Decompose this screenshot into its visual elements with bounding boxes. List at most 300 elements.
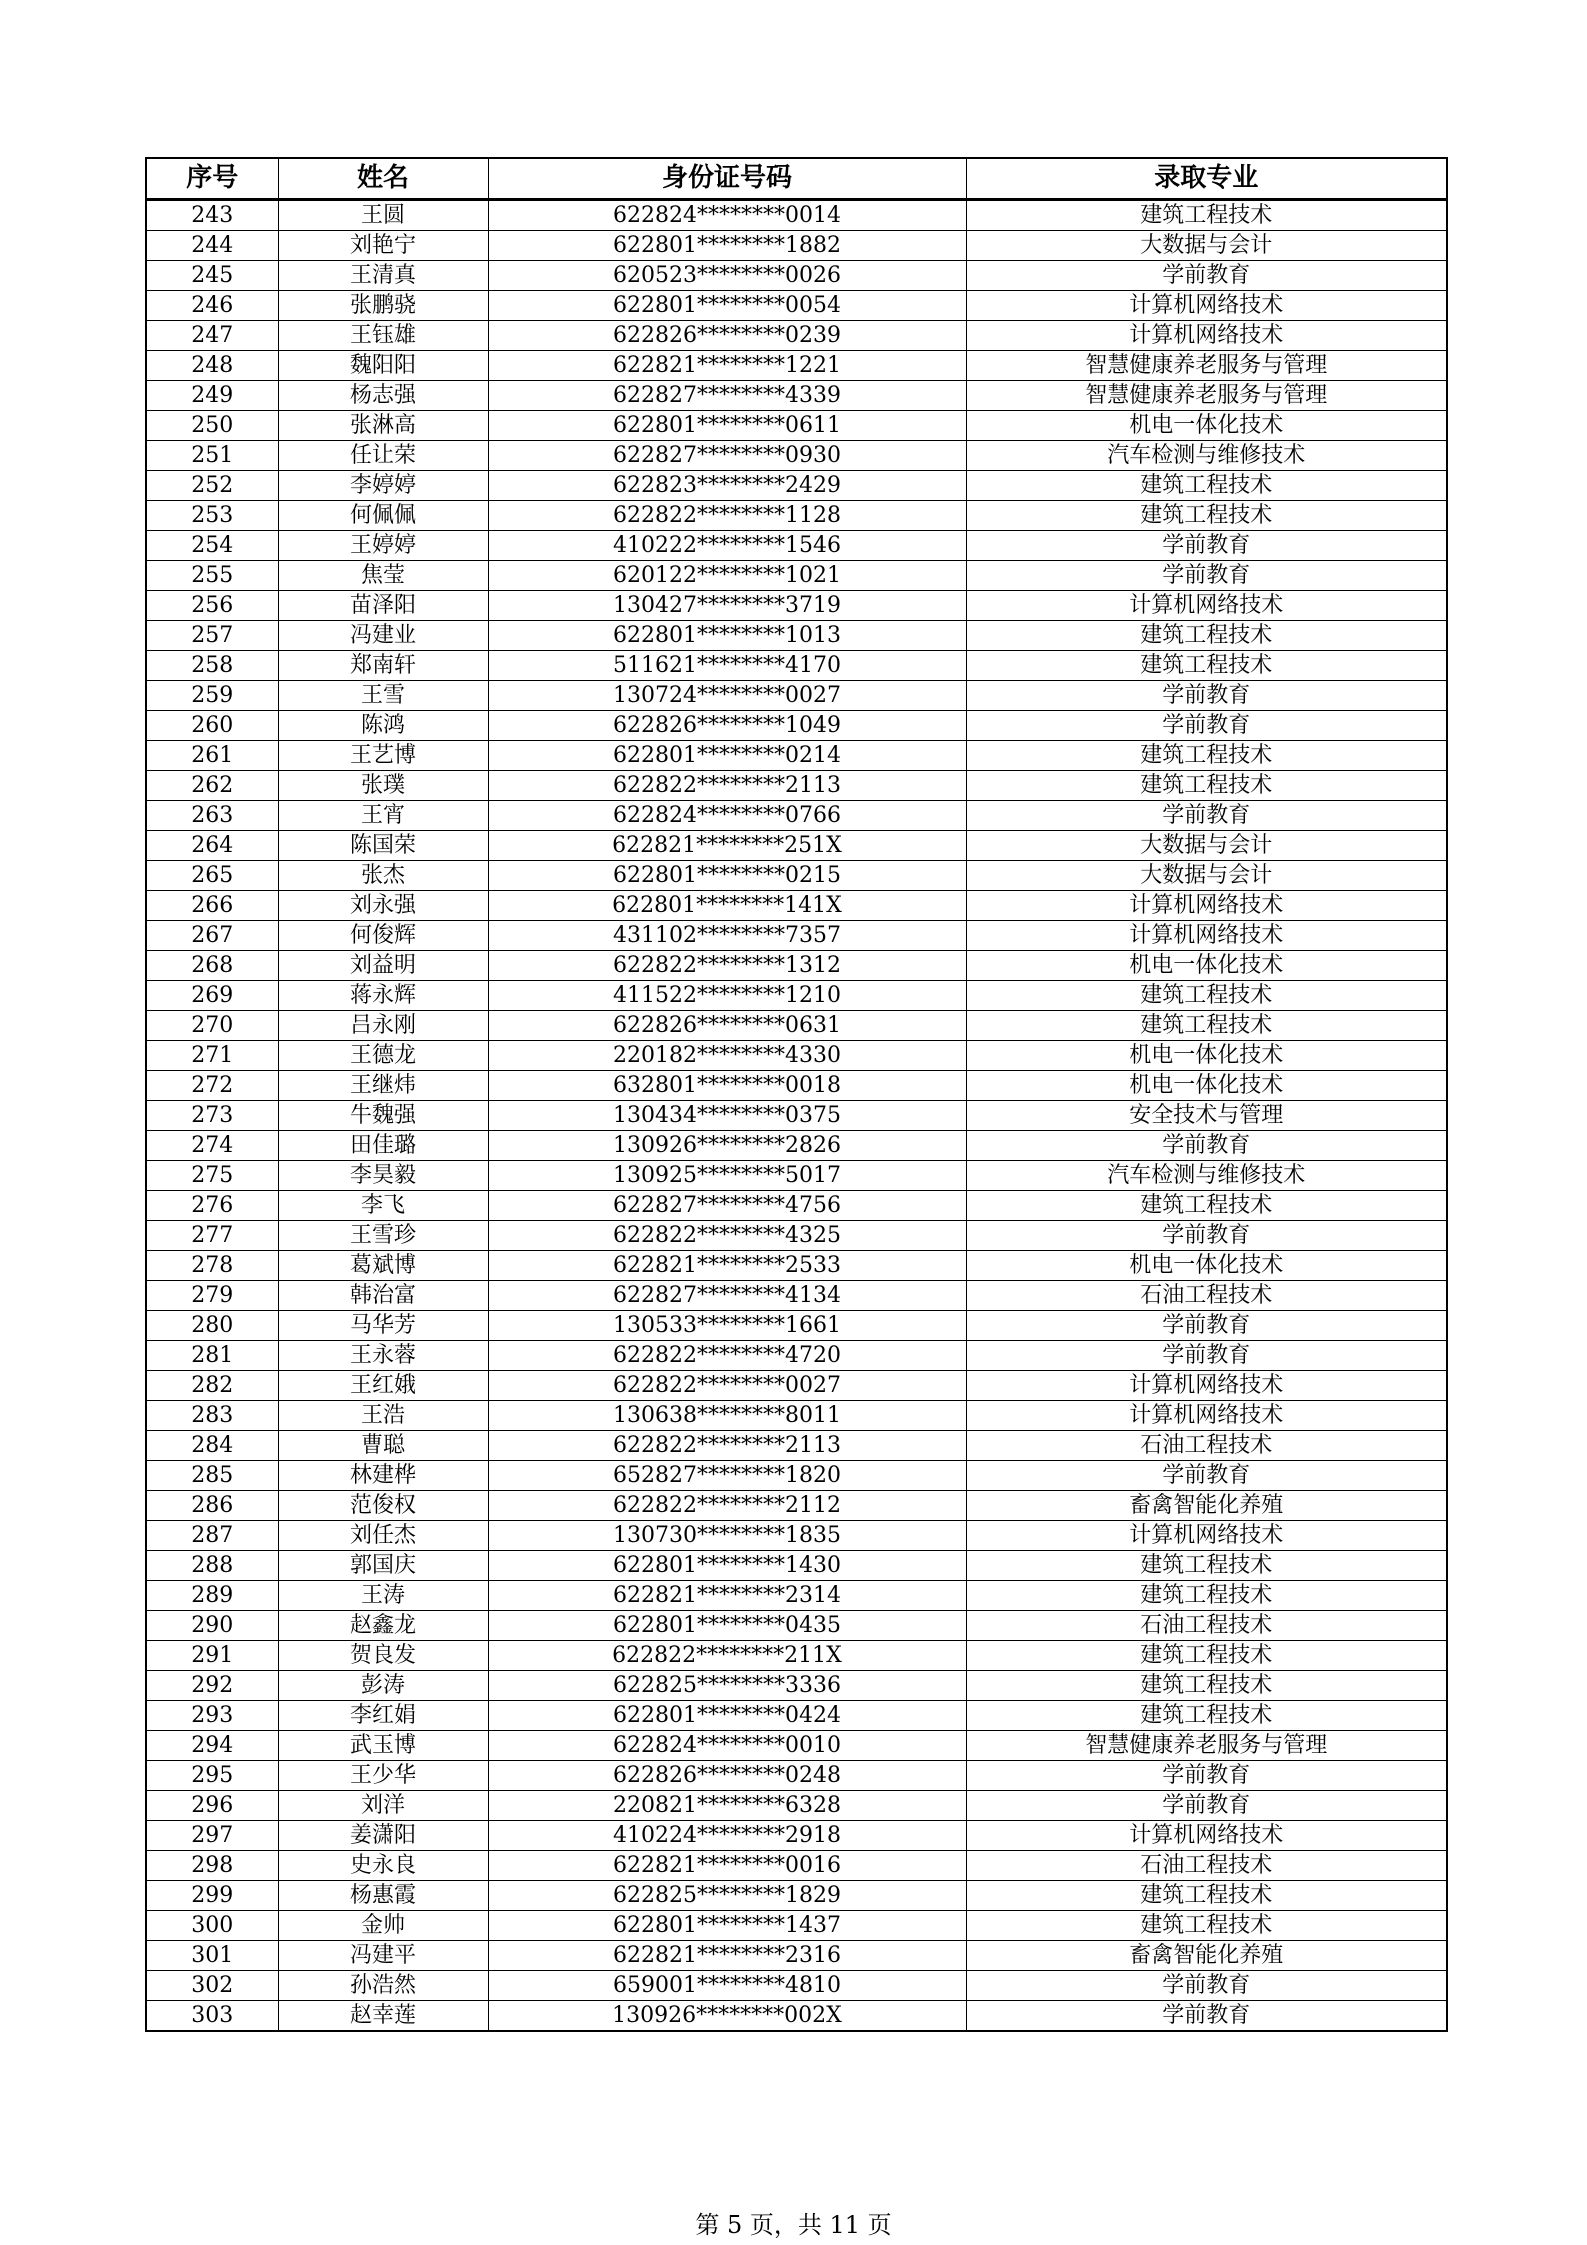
table-row: [146, 1521, 1447, 1551]
cell-major: 学前教育: [966, 681, 1447, 711]
table-row: [146, 261, 1447, 291]
cell-name: 何俊辉: [278, 921, 488, 951]
cell-id-number: 622822********0027: [488, 1371, 966, 1401]
cell-id-number: 410222********1546: [488, 531, 966, 561]
cell-name: 田佳璐: [278, 1131, 488, 1161]
cell-id-number: 220821********6328: [488, 1791, 966, 1821]
cell-name: 苗泽阳: [278, 591, 488, 621]
cell-major: 建筑工程技术: [966, 621, 1447, 651]
cell-major: 石油工程技术: [966, 1431, 1447, 1461]
cell-serial-number: 299: [146, 1881, 278, 1911]
cell-serial-number: 269: [146, 981, 278, 1011]
table-row: [146, 1581, 1447, 1611]
cell-name: 葛斌博: [278, 1251, 488, 1281]
cell-id-number: 622801********1430: [488, 1551, 966, 1581]
cell-major: 学前教育: [966, 561, 1447, 591]
cell-id-number: 622801********1437: [488, 1911, 966, 1941]
cell-serial-number: 281: [146, 1341, 278, 1371]
cell-serial-number: 243: [146, 200, 278, 231]
cell-id-number: 622827********4756: [488, 1191, 966, 1221]
cell-major: 建筑工程技术: [966, 1011, 1447, 1041]
cell-id-number: 620122********1021: [488, 561, 966, 591]
cell-major: 机电一体化技术: [966, 1071, 1447, 1101]
cell-major: 建筑工程技术: [966, 501, 1447, 531]
cell-id-number: 622826********0631: [488, 1011, 966, 1041]
table-row: [146, 711, 1447, 741]
cell-id-number: 411522********1210: [488, 981, 966, 1011]
cell-name: 何佩佩: [278, 501, 488, 531]
cell-name: 王清真: [278, 261, 488, 291]
cell-name: 刘艳宁: [278, 231, 488, 261]
cell-serial-number: 297: [146, 1821, 278, 1851]
cell-serial-number: 280: [146, 1311, 278, 1341]
cell-major: 学前教育: [966, 1791, 1447, 1821]
cell-major: 建筑工程技术: [966, 471, 1447, 501]
table-row: [146, 1671, 1447, 1701]
cell-serial-number: 291: [146, 1641, 278, 1671]
cell-major: 石油工程技术: [966, 1611, 1447, 1641]
cell-id-number: 622822********4325: [488, 1221, 966, 1251]
cell-serial-number: 265: [146, 861, 278, 891]
table-row: [146, 771, 1447, 801]
cell-serial-number: 257: [146, 621, 278, 651]
table-row: [146, 231, 1447, 261]
cell-serial-number: 250: [146, 411, 278, 441]
table-row: [146, 1011, 1447, 1041]
cell-major: 建筑工程技术: [966, 651, 1447, 681]
cell-serial-number: 298: [146, 1851, 278, 1881]
cell-name: 贺良发: [278, 1641, 488, 1671]
cell-name: 曹聪: [278, 1431, 488, 1461]
cell-serial-number: 275: [146, 1161, 278, 1191]
cell-major: 学前教育: [966, 2001, 1447, 2032]
cell-serial-number: 285: [146, 1461, 278, 1491]
cell-id-number: 622826********1049: [488, 711, 966, 741]
cell-name: 蒋永辉: [278, 981, 488, 1011]
cell-id-number: 130724********0027: [488, 681, 966, 711]
table-row: [146, 1341, 1447, 1371]
cell-serial-number: 248: [146, 351, 278, 381]
table-row: [146, 1281, 1447, 1311]
cell-major: 计算机网络技术: [966, 1371, 1447, 1401]
cell-serial-number: 300: [146, 1911, 278, 1941]
cell-serial-number: 255: [146, 561, 278, 591]
cell-serial-number: 258: [146, 651, 278, 681]
cell-serial-number: 282: [146, 1371, 278, 1401]
cell-major: 机电一体化技术: [966, 1041, 1447, 1071]
table-row: [146, 531, 1447, 561]
cell-major: 计算机网络技术: [966, 921, 1447, 951]
cell-major: 汽车检测与维修技术: [966, 441, 1447, 471]
cell-name: 王雪: [278, 681, 488, 711]
cell-major: 建筑工程技术: [966, 981, 1447, 1011]
cell-id-number: 622822********4720: [488, 1341, 966, 1371]
cell-id-number: 622801********1882: [488, 231, 966, 261]
table-row: [146, 621, 1447, 651]
cell-serial-number: 260: [146, 711, 278, 741]
cell-id-number: 130427********3719: [488, 591, 966, 621]
table-row: [146, 1911, 1447, 1941]
cell-major: 学前教育: [966, 1461, 1447, 1491]
cell-id-number: 622801********141X: [488, 891, 966, 921]
cell-major: 机电一体化技术: [966, 951, 1447, 981]
cell-id-number: 622827********4339: [488, 381, 966, 411]
table-row: [146, 2001, 1447, 2032]
cell-name: 任让荣: [278, 441, 488, 471]
cell-major: 学前教育: [966, 711, 1447, 741]
cell-id-number: 130730********1835: [488, 1521, 966, 1551]
table-row: [146, 441, 1447, 471]
cell-serial-number: 293: [146, 1701, 278, 1731]
cell-id-number: 622821********0016: [488, 1851, 966, 1881]
cell-id-number: 622822********1128: [488, 501, 966, 531]
cell-major: 计算机网络技术: [966, 1401, 1447, 1431]
cell-serial-number: 245: [146, 261, 278, 291]
cell-id-number: 622827********4134: [488, 1281, 966, 1311]
cell-name: 王少华: [278, 1761, 488, 1791]
cell-major: 智慧健康养老服务与管理: [966, 1731, 1447, 1761]
cell-name: 李昊毅: [278, 1161, 488, 1191]
cell-serial-number: 276: [146, 1191, 278, 1221]
cell-id-number: 632801********0018: [488, 1071, 966, 1101]
cell-id-number: 622822********2113: [488, 771, 966, 801]
cell-id-number: 130925********5017: [488, 1161, 966, 1191]
cell-major: 学前教育: [966, 1131, 1447, 1161]
cell-id-number: 622822********211X: [488, 1641, 966, 1671]
cell-id-number: 130533********1661: [488, 1311, 966, 1341]
cell-major: 学前教育: [966, 531, 1447, 561]
cell-name: 魏阳阳: [278, 351, 488, 381]
cell-id-number: 622801********0611: [488, 411, 966, 441]
cell-name: 王婷婷: [278, 531, 488, 561]
cell-name: 李红娟: [278, 1701, 488, 1731]
table-row: [146, 1821, 1447, 1851]
cell-id-number: 130434********0375: [488, 1101, 966, 1131]
cell-major: 智慧健康养老服务与管理: [966, 381, 1447, 411]
cell-name: 牛魏强: [278, 1101, 488, 1131]
cell-id-number: 622821********2316: [488, 1941, 966, 1971]
cell-serial-number: 271: [146, 1041, 278, 1071]
cell-name: 孙浩然: [278, 1971, 488, 2001]
cell-major: 学前教育: [966, 261, 1447, 291]
table-row: [146, 1551, 1447, 1581]
cell-id-number: 622822********2112: [488, 1491, 966, 1521]
cell-serial-number: 259: [146, 681, 278, 711]
cell-serial-number: 279: [146, 1281, 278, 1311]
cell-name: 史永良: [278, 1851, 488, 1881]
cell-id-number: 622801********1013: [488, 621, 966, 651]
cell-name: 刘任杰: [278, 1521, 488, 1551]
table-row: [146, 561, 1447, 591]
cell-serial-number: 277: [146, 1221, 278, 1251]
table-row: [146, 1461, 1447, 1491]
cell-major: 大数据与会计: [966, 861, 1447, 891]
cell-name: 冯建业: [278, 621, 488, 651]
cell-id-number: 622827********0930: [488, 441, 966, 471]
cell-major: 大数据与会计: [966, 831, 1447, 861]
table-row: [146, 1731, 1447, 1761]
cell-id-number: 659001********4810: [488, 1971, 966, 2001]
table-row: [146, 471, 1447, 501]
cell-major: 计算机网络技术: [966, 591, 1447, 621]
cell-major: 建筑工程技术: [966, 200, 1447, 231]
cell-major: 学前教育: [966, 1221, 1447, 1251]
cell-name: 张杰: [278, 861, 488, 891]
cell-major: 机电一体化技术: [966, 411, 1447, 441]
cell-serial-number: 288: [146, 1551, 278, 1581]
table-row: [146, 1251, 1447, 1281]
cell-name: 韩治富: [278, 1281, 488, 1311]
cell-name: 王红娥: [278, 1371, 488, 1401]
table-row: [146, 1071, 1447, 1101]
table-row: [146, 1131, 1447, 1161]
cell-serial-number: 266: [146, 891, 278, 921]
table-row: [146, 1851, 1447, 1881]
table-row: [146, 1491, 1447, 1521]
cell-serial-number: 302: [146, 1971, 278, 2001]
cell-major: 安全技术与管理: [966, 1101, 1447, 1131]
cell-name: 范俊权: [278, 1491, 488, 1521]
cell-name: 武玉博: [278, 1731, 488, 1761]
cell-major: 计算机网络技术: [966, 1821, 1447, 1851]
cell-serial-number: 264: [146, 831, 278, 861]
cell-id-number: 622801********0214: [488, 741, 966, 771]
cell-serial-number: 272: [146, 1071, 278, 1101]
table-row: [146, 411, 1447, 441]
cell-name: 杨惠霞: [278, 1881, 488, 1911]
cell-serial-number: 244: [146, 231, 278, 261]
cell-name: 张璞: [278, 771, 488, 801]
cell-serial-number: 278: [146, 1251, 278, 1281]
cell-major: 学前教育: [966, 1341, 1447, 1371]
cell-name: 王德龙: [278, 1041, 488, 1071]
cell-major: 石油工程技术: [966, 1281, 1447, 1311]
cell-major: 计算机网络技术: [966, 891, 1447, 921]
cell-id-number: 652827********1820: [488, 1461, 966, 1491]
cell-name: 马华芳: [278, 1311, 488, 1341]
cell-id-number: 130926********2826: [488, 1131, 966, 1161]
table-row: [146, 1431, 1447, 1461]
cell-name: 王钰雄: [278, 321, 488, 351]
cell-serial-number: 283: [146, 1401, 278, 1431]
table-row: [146, 381, 1447, 411]
table-row: [146, 891, 1447, 921]
cell-id-number: 622824********0766: [488, 801, 966, 831]
cell-major: 学前教育: [966, 1971, 1447, 2001]
cell-serial-number: 262: [146, 771, 278, 801]
cell-name: 王浩: [278, 1401, 488, 1431]
header-id-number: 身份证号码: [488, 158, 966, 200]
cell-id-number: 622822********1312: [488, 951, 966, 981]
table-row: [146, 200, 1447, 231]
cell-id-number: 622822********2113: [488, 1431, 966, 1461]
cell-id-number: 622821********2314: [488, 1581, 966, 1611]
cell-name: 吕永刚: [278, 1011, 488, 1041]
cell-id-number: 622821********251X: [488, 831, 966, 861]
cell-name: 王艺博: [278, 741, 488, 771]
table-row: [146, 741, 1447, 771]
cell-major: 学前教育: [966, 1311, 1447, 1341]
cell-serial-number: 261: [146, 741, 278, 771]
cell-name: 姜潇阳: [278, 1821, 488, 1851]
cell-name: 陈鸿: [278, 711, 488, 741]
cell-major: 学前教育: [966, 801, 1447, 831]
cell-major: 建筑工程技术: [966, 1641, 1447, 1671]
cell-name: 冯建平: [278, 1941, 488, 1971]
cell-id-number: 622801********0424: [488, 1701, 966, 1731]
header-major: 录取专业: [966, 158, 1447, 200]
cell-serial-number: 295: [146, 1761, 278, 1791]
cell-serial-number: 284: [146, 1431, 278, 1461]
table-row: [146, 1971, 1447, 2001]
cell-serial-number: 247: [146, 321, 278, 351]
admission-roster-table: [145, 157, 1448, 2032]
cell-major: 计算机网络技术: [966, 321, 1447, 351]
cell-major: 畜禽智能化养殖: [966, 1941, 1447, 1971]
table-row: [146, 1371, 1447, 1401]
cell-major: 大数据与会计: [966, 231, 1447, 261]
cell-major: 畜禽智能化养殖: [966, 1491, 1447, 1521]
table-row: [146, 1791, 1447, 1821]
cell-serial-number: 294: [146, 1731, 278, 1761]
table-row: [146, 801, 1447, 831]
table-row: [146, 861, 1447, 891]
cell-id-number: 622821********1221: [488, 351, 966, 381]
table-row: [146, 921, 1447, 951]
table-row: [146, 291, 1447, 321]
table-row: [146, 1161, 1447, 1191]
cell-serial-number: 268: [146, 951, 278, 981]
cell-major: 建筑工程技术: [966, 1551, 1447, 1581]
cell-serial-number: 267: [146, 921, 278, 951]
cell-name: 李婷婷: [278, 471, 488, 501]
cell-name: 陈国荣: [278, 831, 488, 861]
cell-name: 林建桦: [278, 1461, 488, 1491]
cell-id-number: 622801********0435: [488, 1611, 966, 1641]
table-row: [146, 1641, 1447, 1671]
cell-name: 李飞: [278, 1191, 488, 1221]
cell-serial-number: 274: [146, 1131, 278, 1161]
cell-major: 建筑工程技术: [966, 1191, 1447, 1221]
cell-id-number: 622801********0215: [488, 861, 966, 891]
cell-name: 张淋高: [278, 411, 488, 441]
cell-major: 建筑工程技术: [966, 1671, 1447, 1701]
table-row: [146, 1221, 1447, 1251]
cell-serial-number: 249: [146, 381, 278, 411]
table-row: [146, 1941, 1447, 1971]
table-row: [146, 651, 1447, 681]
cell-name: 王继炜: [278, 1071, 488, 1101]
cell-serial-number: 287: [146, 1521, 278, 1551]
table-row: [146, 591, 1447, 621]
cell-major: 建筑工程技术: [966, 741, 1447, 771]
cell-id-number: 622801********0054: [488, 291, 966, 321]
cell-id-number: 220182********4330: [488, 1041, 966, 1071]
cell-major: 学前教育: [966, 1761, 1447, 1791]
cell-name: 彭涛: [278, 1671, 488, 1701]
cell-name: 金帅: [278, 1911, 488, 1941]
cell-id-number: 130926********002X: [488, 2001, 966, 2032]
cell-serial-number: 286: [146, 1491, 278, 1521]
cell-major: 机电一体化技术: [966, 1251, 1447, 1281]
cell-serial-number: 256: [146, 591, 278, 621]
cell-serial-number: 254: [146, 531, 278, 561]
cell-major: 建筑工程技术: [966, 1701, 1447, 1731]
cell-serial-number: 290: [146, 1611, 278, 1641]
cell-serial-number: 273: [146, 1101, 278, 1131]
table-row: [146, 351, 1447, 381]
cell-serial-number: 253: [146, 501, 278, 531]
cell-major: 计算机网络技术: [966, 291, 1447, 321]
header-serial-number: 序号: [146, 158, 278, 200]
cell-name: 刘永强: [278, 891, 488, 921]
table-row: [146, 681, 1447, 711]
cell-id-number: 622826********0248: [488, 1761, 966, 1791]
table-row: [146, 501, 1447, 531]
cell-name: 王雪珍: [278, 1221, 488, 1251]
cell-id-number: 410224********2918: [488, 1821, 966, 1851]
page-number-footer: 第 5 页，共 11 页: [695, 2211, 892, 2239]
cell-serial-number: 246: [146, 291, 278, 321]
cell-serial-number: 292: [146, 1671, 278, 1701]
header-name: 姓名: [278, 158, 488, 200]
cell-name: 郑南轩: [278, 651, 488, 681]
cell-name: 焦莹: [278, 561, 488, 591]
cell-serial-number: 296: [146, 1791, 278, 1821]
table-body: [146, 200, 1447, 2032]
table-row: [146, 1311, 1447, 1341]
cell-id-number: 622824********0010: [488, 1731, 966, 1761]
table-row: [146, 1701, 1447, 1731]
cell-major: 建筑工程技术: [966, 771, 1447, 801]
cell-major: 建筑工程技术: [966, 1881, 1447, 1911]
cell-major: 智慧健康养老服务与管理: [966, 351, 1447, 381]
table-row: [146, 1101, 1447, 1131]
cell-id-number: 622826********0239: [488, 321, 966, 351]
table-row: [146, 1041, 1447, 1071]
cell-name: 杨志强: [278, 381, 488, 411]
cell-serial-number: 252: [146, 471, 278, 501]
cell-name: 王涛: [278, 1581, 488, 1611]
cell-id-number: 622821********2533: [488, 1251, 966, 1281]
cell-id-number: 620523********0026: [488, 261, 966, 291]
cell-major: 石油工程技术: [966, 1851, 1447, 1881]
table-header-row: [146, 158, 1447, 200]
table-row: [146, 951, 1447, 981]
cell-id-number: 130638********8011: [488, 1401, 966, 1431]
cell-serial-number: 289: [146, 1581, 278, 1611]
table-row: [146, 1761, 1447, 1791]
cell-name: 刘益明: [278, 951, 488, 981]
cell-name: 赵幸莲: [278, 2001, 488, 2032]
table-row: [146, 1611, 1447, 1641]
cell-serial-number: 270: [146, 1011, 278, 1041]
table-row: [146, 981, 1447, 1011]
cell-serial-number: 301: [146, 1941, 278, 1971]
cell-name: 王圆: [278, 200, 488, 231]
cell-name: 王宵: [278, 801, 488, 831]
cell-major: 建筑工程技术: [966, 1581, 1447, 1611]
cell-name: 张鹏骁: [278, 291, 488, 321]
table-row: [146, 321, 1447, 351]
cell-name: 王永蓉: [278, 1341, 488, 1371]
cell-serial-number: 263: [146, 801, 278, 831]
cell-major: 汽车检测与维修技术: [966, 1161, 1447, 1191]
cell-id-number: 622825********3336: [488, 1671, 966, 1701]
cell-name: 刘洋: [278, 1791, 488, 1821]
cell-major: 计算机网络技术: [966, 1521, 1447, 1551]
table-row: [146, 1401, 1447, 1431]
